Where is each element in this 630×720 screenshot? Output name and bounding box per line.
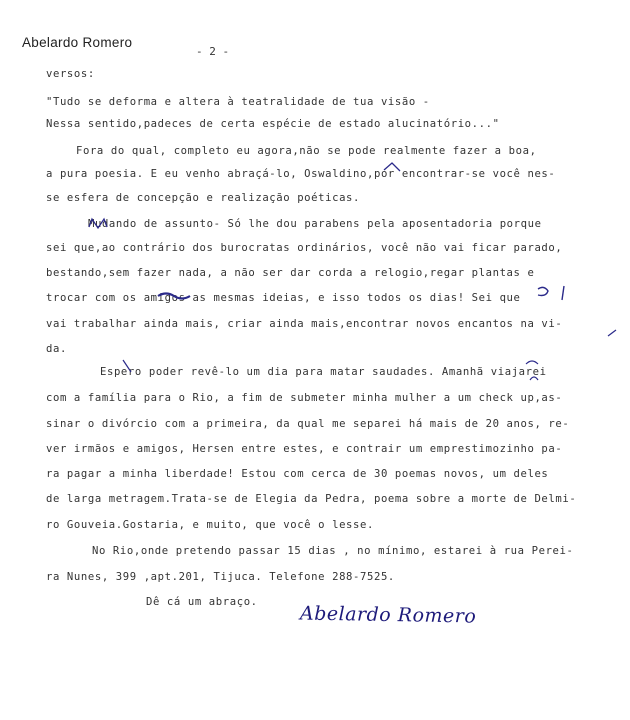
- body-line: ver irmãos e amigos, Hersen entre estes, e contrair um emprestimozinho pa-: [46, 443, 563, 455]
- body-line: da.: [46, 343, 67, 355]
- letterhead-name: Abelardo Romero: [22, 35, 133, 50]
- body-line: Nessa sentido,padeces de certa espécie de estado alucinatório...": [46, 118, 500, 130]
- body-line: Fora do qual, completo eu agora,não se pode realmente fazer a boa,: [76, 145, 537, 157]
- body-line: sinar o divórcio com a primeira, da qual me separei há mais de 20 anos, re-: [46, 418, 570, 430]
- body-line: No Rio,onde pretendo passar 15 dias , no mínimo, estarei à rua Perei-: [92, 545, 574, 557]
- body-line: sei que,ao contrário dos burocratas ordinários, você não vai ficar parado,: [46, 242, 563, 254]
- body-line: de larga metragem.Trata-se de Elegia da Pedra, poema sobre a morte de Delmi-: [46, 493, 577, 505]
- body-line: bestando,sem fazer nada, a não ser dar corda a relogio,regar plantas e: [46, 267, 535, 279]
- body-line: versos:: [46, 68, 95, 80]
- body-line: Dê cá um abraço.: [146, 596, 258, 608]
- body-line: vai trabalhar ainda mais, criar ainda mais,encontrar novos encantos na vi-: [46, 318, 563, 330]
- body-line: ra pagar a minha liberdade! Estou com cerca de 30 poemas novos, um deles: [46, 468, 549, 480]
- body-line: ra Nunes, 399 ,apt.201, Tijuca. Telefone 288-7525.: [46, 571, 395, 583]
- body-line: Espero poder revê-lo um dia para matar saudades. Amanhã viajarei: [100, 366, 547, 378]
- signature: Abelardo Romero: [299, 602, 477, 628]
- body-line: trocar com os amigos as mesmas ideias, e isso todos os dias! Sei que: [46, 292, 521, 304]
- body-line: se esfera de concepção e realização poéticas.: [46, 192, 361, 204]
- body-line: com a família para o Rio, a fim de submeter minha mulher a um check up,as-: [46, 392, 563, 404]
- body-line: "Tudo se deforma e altera à teatralidade de tua visão -: [46, 96, 430, 108]
- body-line: a pura poesia. E eu venho abraçá-lo, Oswaldino,por encontrar-se você nes-: [46, 168, 556, 180]
- page-number: - 2 -: [196, 45, 230, 58]
- body-line: ro Gouveia.Gostaria, e muito, que você o lesse.: [46, 519, 374, 531]
- body-line: Mudando de assunto- Só lhe dou parabens pela aposentadoria porque: [88, 218, 542, 230]
